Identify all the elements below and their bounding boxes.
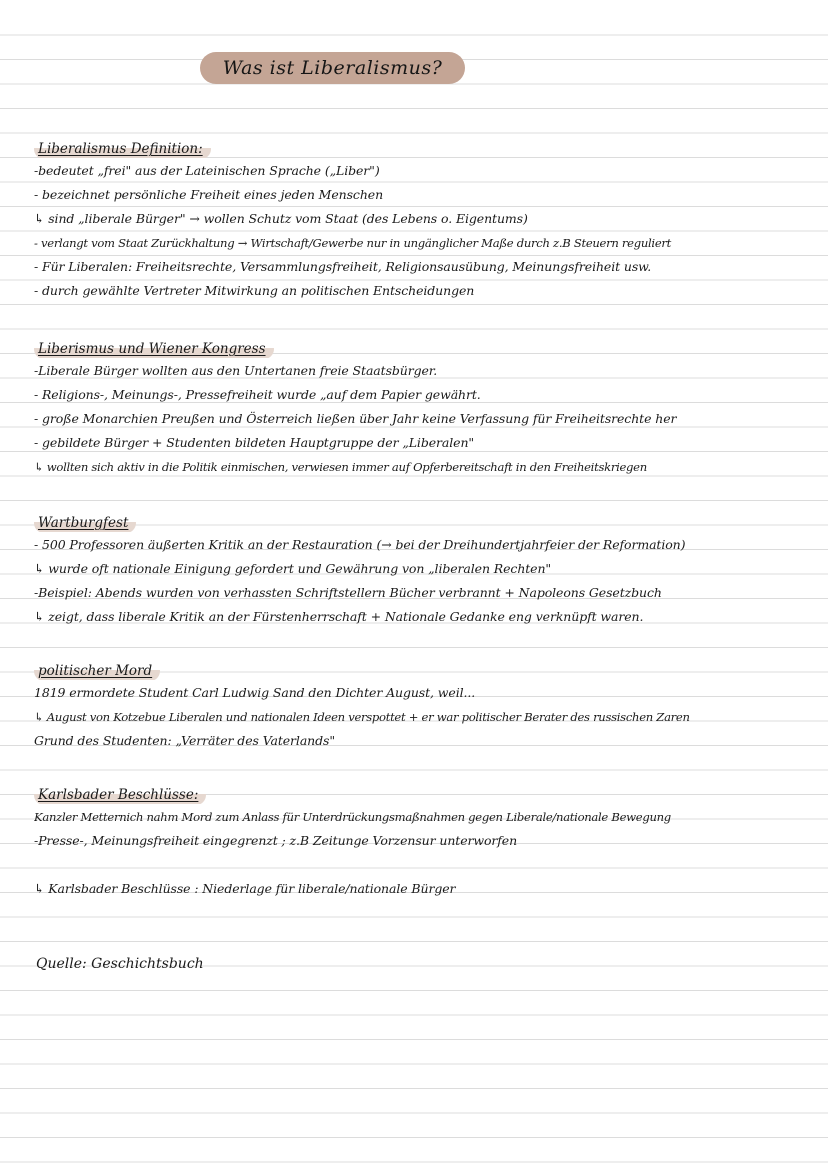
note-line: - 500 Professoren äußerten Kritik an der Restauration (→ bei der Dreihundertjahrfeier der Reformation) xyxy=(34,537,686,552)
section-definition xyxy=(34,138,824,303)
note-line: Kanzler Metternich nahm Mord zum Anlass für Unterdrückungsmaßnahmen gegen Liberale/nationale Bewegung xyxy=(34,810,671,824)
section-heading: Liberalismus Definition: xyxy=(34,139,211,159)
note-line: - verlangt vom Staat Zurückhaltung → Wirtschaft/Gewerbe nur in ungänglicher Maße durch z.B Steuern reguliert xyxy=(34,236,671,250)
section-wiener-kongress xyxy=(34,338,824,479)
note-line: - gebildete Bürger + Studenten bildeten Hauptgruppe der „Liberalen" xyxy=(34,435,475,450)
section-heading: Karlsbader Beschlüsse: xyxy=(34,785,206,805)
section-heading: Liberismus und Wiener Kongress xyxy=(34,339,274,359)
note-line: - Für Liberalen: Freiheitsrechte, Versammlungsfreiheit, Religionsausübung, Meinungsfreiheit usw. xyxy=(34,259,652,274)
note-line: - durch gewählte Vertreter Mitwirkung an politischen Entscheidungen xyxy=(34,283,475,298)
note-line: - bezeichnet persönliche Freiheit eines jeden Menschen xyxy=(34,187,384,202)
note-line: -bedeutet „frei" aus der Lateinischen Sprache („Liber") xyxy=(34,163,380,178)
note-line: -Presse-, Meinungsfreiheit eingegrenzt ; z.B Zeitunge Vorzensur unterworfen xyxy=(34,833,518,848)
note-line: ↳ wollten sich aktiv in die Politik einmischen, verwiesen immer auf Opferbereitschaft in den Freiheitskriegen xyxy=(34,460,647,474)
note-line: ↳ zeigt, dass liberale Kritik an der Fürstenherrschaft + Nationale Gedanke eng verknüpft waren. xyxy=(34,609,644,624)
section-wartburgfest xyxy=(34,512,824,629)
note-line: -Beispiel: Abends wurden von verhassten Schriftstellern Bücher verbrannt + Napoleons Gesetzbuch xyxy=(34,585,662,600)
page-title xyxy=(200,52,465,84)
note-line: 1819 ermordete Student Carl Ludwig Sand den Dichter August, weil... xyxy=(34,685,476,700)
note-line: - Religions-, Meinungs-, Pressefreiheit wurde „auf dem Papier gewährt. xyxy=(34,387,481,402)
note-line: ↳ August von Kotzebue Liberalen und nationalen Ideen verspottet + er war politischer Berater des russischen Zaren xyxy=(34,710,690,724)
section-heading: politischer Mord xyxy=(34,661,160,681)
note-line: - große Monarchien Preußen und Österreich ließen über Jahr keine Verfassung für Freiheitsrechte her xyxy=(34,411,677,426)
source-note: Quelle: Geschichtsbuch xyxy=(36,956,204,972)
page-title-text: Was ist Liberalismus? xyxy=(222,57,443,79)
note-line: ↳ sind „liberale Bürger" → wollen Schutz vom Staat (des Lebens o. Eigentums) xyxy=(34,211,528,226)
section-heading: Wartburgfest xyxy=(34,513,136,533)
note-line: ↳ Karlsbader Beschlüsse : Niederlage für liberale/nationale Bürger xyxy=(34,881,456,896)
note-line: ↳ wurde oft nationale Einigung gefordert und Gewährung von „liberalen Rechten" xyxy=(34,561,552,576)
section-karlsbader-beschluesse xyxy=(34,784,824,901)
note-line: -Liberale Bürger wollten aus den Untertanen freie Staatsbürger. xyxy=(34,363,438,378)
section-politischer-mord xyxy=(34,660,824,753)
note-line: Grund des Studenten: „Verräter des Vaterlands" xyxy=(34,733,335,748)
note-line-blank xyxy=(34,853,824,877)
